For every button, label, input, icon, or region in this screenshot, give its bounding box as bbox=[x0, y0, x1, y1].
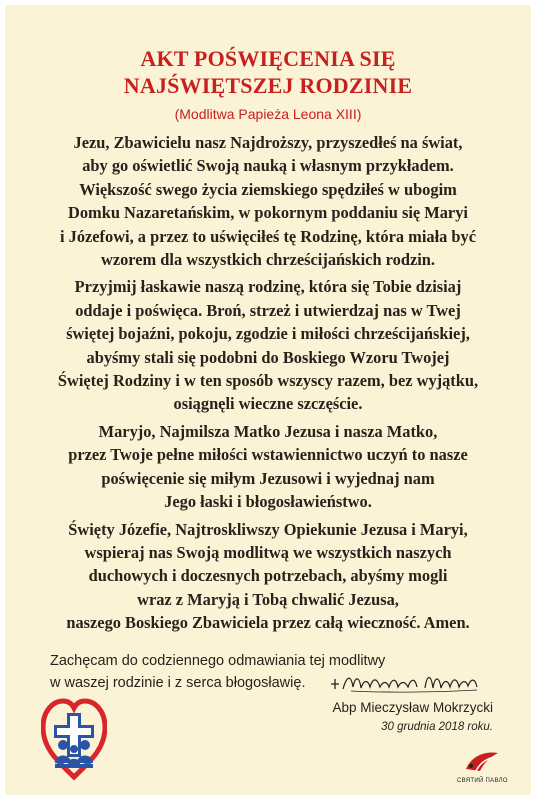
text-line: Maryjo, Najmilsza Matko Jezusa i nasza Matko, bbox=[98, 421, 438, 441]
text-line: Jezu, Zbawicielu nasz Najdroższy, przyszedłeś na świat, bbox=[73, 133, 463, 152]
text-line: wspieraj nas Swoją modlitwą we wszystkich naszych bbox=[84, 542, 452, 562]
text-line: abyśmy stali się podobni do Boskiego Wzoru Twojej bbox=[86, 347, 450, 367]
text-line: i Józefowi, a przez to uświęciłeś tę Rodzinę, która miała być bbox=[59, 226, 477, 246]
title-line-1: AKT POŚWIĘCENIA SIĘ bbox=[140, 46, 396, 71]
prayer-paragraph-1 bbox=[25, 131, 511, 271]
closing-line-2: w waszej rodzinie i z serca błogosławię. bbox=[50, 675, 306, 691]
publisher-logo bbox=[457, 749, 508, 784]
signature-date: 30 grudnia 2018 roku. bbox=[381, 721, 493, 733]
text-line: oddaje i poświęca. Broń, strzeż i utwierdzaj nas w Twej bbox=[75, 300, 461, 320]
text-line: poświęcenie się miłym Jezusowi i wyjednaj nam bbox=[101, 468, 435, 488]
closing-line-1: Zachęcam do codziennego odmawiania tej modlitwy bbox=[50, 653, 386, 669]
publisher-emblem-icon bbox=[462, 749, 502, 773]
text-line: Większość swego życia ziemskiego spędziłeś w ubogim bbox=[79, 179, 457, 199]
text-line: osiągnęli wieczne szczęście. bbox=[173, 394, 363, 414]
prayer-subtitle: (Modlitwa Papieża Leona XIII) bbox=[174, 106, 362, 122]
title-line-2: NAJŚWIĘTSZEJ RODZINIE bbox=[123, 73, 413, 98]
text-line: przez Twoje pełne miłości wstawiennictwo uczyń to nasze bbox=[68, 445, 468, 465]
author-block bbox=[332, 698, 493, 736]
prayer-paragraph-4 bbox=[25, 518, 511, 635]
text-line: aby go oświetlić Swoją nauką i własnym przykładem. bbox=[82, 156, 454, 176]
prayer-body bbox=[25, 131, 511, 639]
prayer-paragraph-3 bbox=[25, 420, 511, 514]
publisher-name: СВЯТИЙ ПАВЛО bbox=[457, 778, 508, 784]
text-line: Domku Nazaretańskim, w pokornym poddaniu się Maryi bbox=[68, 203, 468, 223]
text-line: naszego Boskiego Zbawiciela przez całą wieczność. Amen. bbox=[66, 613, 470, 633]
prayer-card bbox=[5, 5, 531, 795]
text-line: Świętej Rodziny i w ten sposób wszyscy razem, bez wyjątku, bbox=[57, 371, 479, 391]
family-heart-logo bbox=[41, 697, 107, 786]
text-line: świętej bojaźni, pokoju, zgodzie i miłości chrześcijańskiej, bbox=[66, 324, 470, 344]
prayer-paragraph-2 bbox=[25, 275, 511, 415]
text-line: Przyjmij łaskawie naszą rodzinę, która się Tobie dzisiaj bbox=[74, 277, 462, 297]
text-line: Święty Józefie, Najtroskliwszy Opiekunie Jezusa i Maryi, bbox=[68, 519, 468, 539]
text-line: wraz z Maryją i Tobą chwalić Jezusa, bbox=[137, 589, 399, 609]
prayer-title bbox=[5, 45, 531, 99]
text-line: wzorem dla wszystkich chrześcijańskich rodzin. bbox=[100, 250, 435, 270]
text-line: Jego łaski i błogosławieństwo. bbox=[164, 492, 372, 512]
text-line: duchowych i doczesnych potrzebach, abyśmy mogli bbox=[88, 566, 448, 586]
author-name: Abp Mieczysław Mokrzycki bbox=[332, 700, 493, 715]
